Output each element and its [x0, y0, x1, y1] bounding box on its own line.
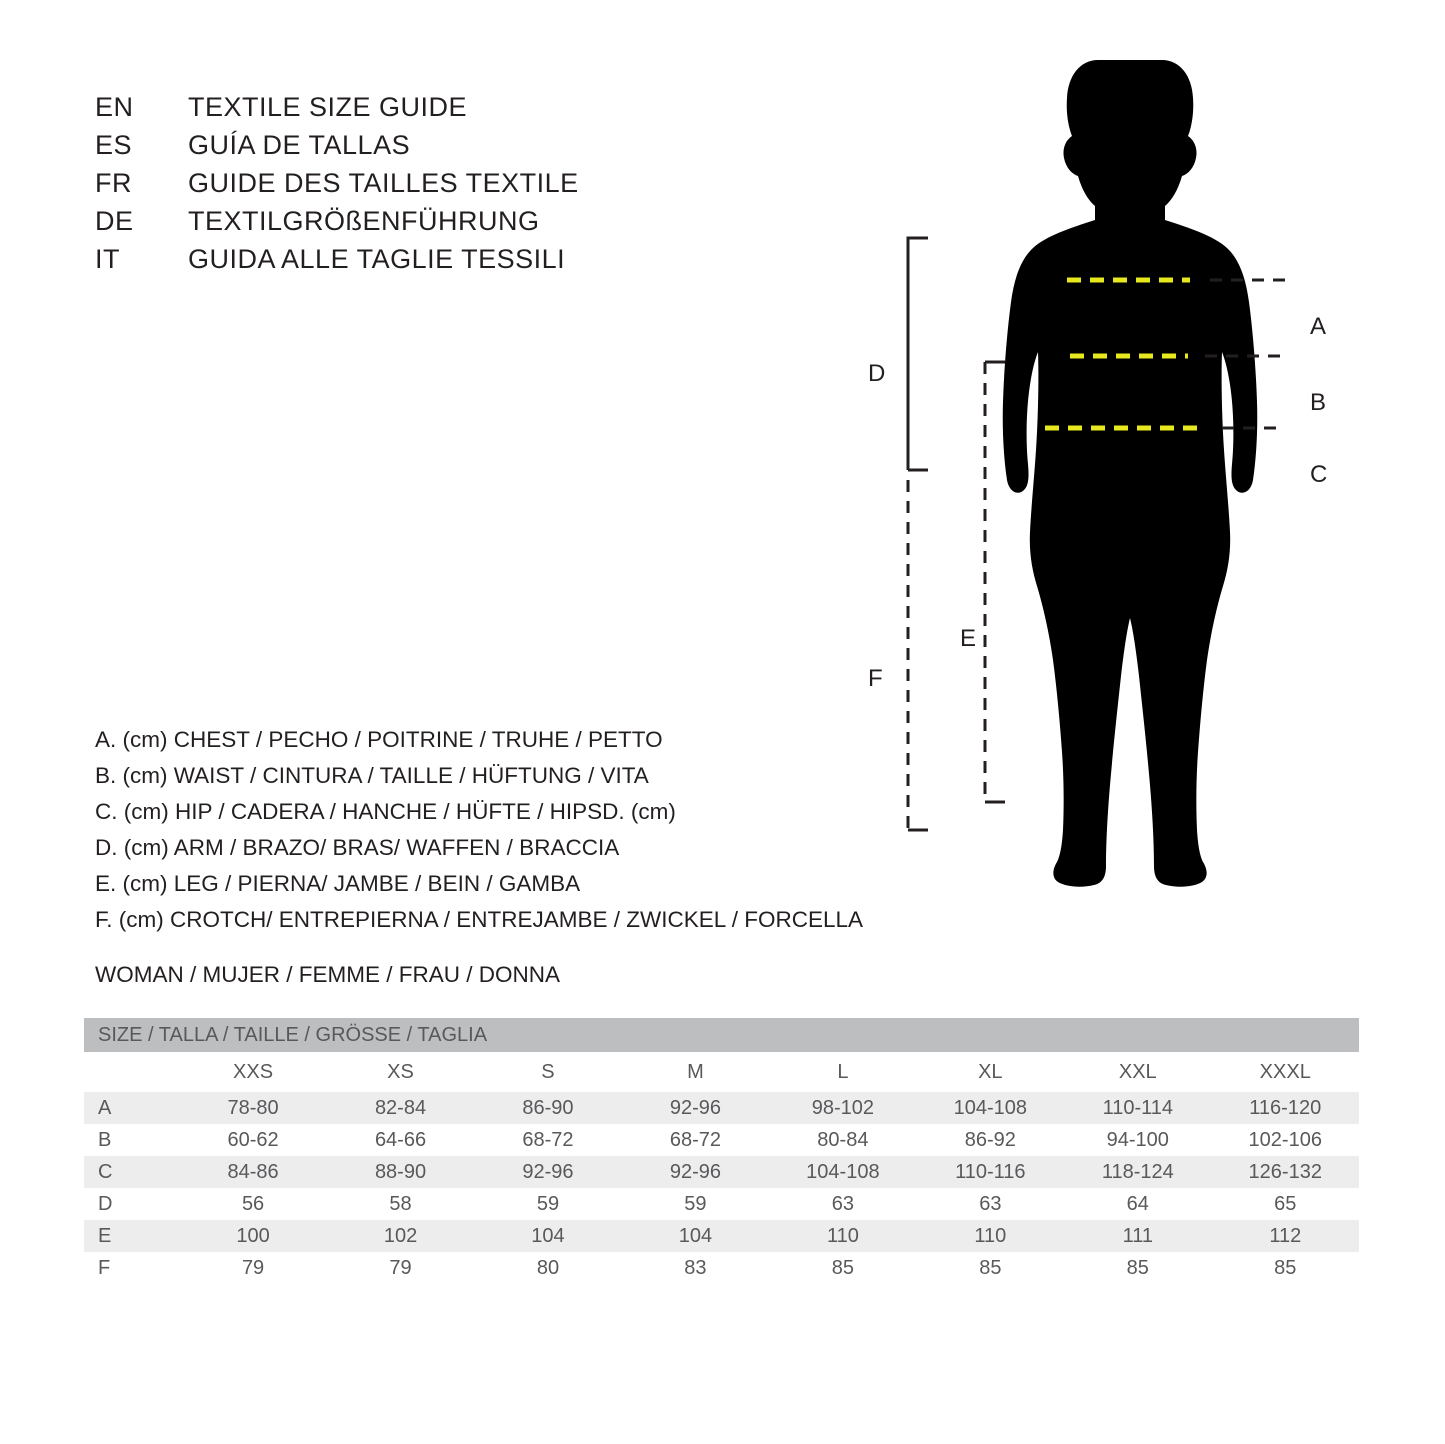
leg-bracket [985, 362, 1005, 802]
title-row-en [95, 92, 579, 130]
table-header-xs: XS [327, 1052, 474, 1092]
table-header-corner [84, 1052, 179, 1092]
title-text-fr: GUIDE DES TAILLES TEXTILE [188, 168, 579, 198]
arm-bracket [908, 238, 928, 470]
label-D: D [868, 360, 886, 387]
label-E: E [960, 625, 977, 652]
table-band-label: SIZE / TALLA / TAILLE / GRÖSSE / TAGLIA [84, 1018, 1359, 1052]
legend-item-e: E. (cm) LEG / PIERNA/ JAMBE / BEIN / GAMBA [95, 871, 581, 896]
crotch-bracket [908, 480, 928, 830]
cell-e-xs: 102 [327, 1220, 474, 1252]
gender-heading: WOMAN / MUJER / FEMME / FRAU / DONNA [95, 962, 560, 987]
table-header-xxs: XXS [179, 1052, 326, 1092]
cell-b-xs: 64-66 [327, 1124, 474, 1156]
cell-b-m: 68-72 [622, 1124, 769, 1156]
table-row [84, 1252, 1359, 1284]
title-lang-es: ES [95, 130, 133, 160]
cell-e-xxl: 111 [1064, 1220, 1211, 1252]
cell-e-xl: 110 [917, 1220, 1064, 1252]
cell-f-m: 83 [622, 1252, 769, 1284]
title-text-de: TEXTILGRÖßENFÜHRUNG [188, 206, 540, 236]
table-row [84, 1220, 1359, 1252]
cell-c-xl: 110-116 [917, 1156, 1064, 1188]
table-header-s: S [474, 1052, 621, 1092]
cell-c-s: 92-96 [474, 1156, 621, 1188]
cell-d-xl: 63 [917, 1188, 1064, 1220]
cell-a-xl: 104-108 [917, 1092, 1064, 1124]
row-label-c: C [84, 1156, 179, 1188]
legend-item-c: C. (cm) HIP / CADERA / HANCHE / HÜFTE / HIPSD. (cm) [95, 799, 676, 824]
title-row-es [95, 130, 579, 168]
title-lang-it: IT [95, 244, 120, 274]
cell-b-xl: 86-92 [917, 1124, 1064, 1156]
legend-item-f: F. (cm) CROTCH/ ENTREPIERNA / ENTREJAMBE / ZWICKEL / FORCELLA [95, 907, 863, 932]
row-label-d: D [84, 1188, 179, 1220]
cell-f-xs: 79 [327, 1252, 474, 1284]
title-text-it: GUIDA ALLE TAGLIE TESSILI [188, 244, 566, 274]
cell-a-xs: 82-84 [327, 1092, 474, 1124]
row-label-b: B [84, 1124, 179, 1156]
cell-c-l: 104-108 [769, 1156, 916, 1188]
cell-b-s: 68-72 [474, 1124, 621, 1156]
legend-item-a: A. (cm) CHEST / PECHO / POITRINE / TRUHE / PETTO [95, 727, 663, 752]
cell-a-xxl: 110-114 [1064, 1092, 1211, 1124]
table-header-row [84, 1052, 1359, 1092]
measurement-figure [830, 40, 1410, 920]
cell-f-xxl: 85 [1064, 1252, 1211, 1284]
row-label-f: F [84, 1252, 179, 1284]
table-header-xxl: XXL [1064, 1052, 1211, 1092]
row-label-e: E [84, 1220, 179, 1252]
title-row-fr [95, 168, 579, 206]
row-label-a: A [84, 1092, 179, 1124]
table-header-xl: XL [917, 1052, 1064, 1092]
cell-a-l: 98-102 [769, 1092, 916, 1124]
table-row [84, 1188, 1359, 1220]
cell-d-xxs: 56 [179, 1188, 326, 1220]
title-lang-fr: FR [95, 168, 132, 198]
label-F: F [868, 665, 883, 692]
table-row [84, 1124, 1359, 1156]
cell-c-xxl: 118-124 [1064, 1156, 1211, 1188]
cell-b-xxs: 60-62 [179, 1124, 326, 1156]
cell-f-xxxl: 85 [1212, 1252, 1359, 1284]
cell-f-s: 80 [474, 1252, 621, 1284]
cell-b-l: 80-84 [769, 1124, 916, 1156]
title-row-it [95, 244, 579, 282]
woman-silhouette [1003, 60, 1258, 887]
cell-e-xxxl: 112 [1212, 1220, 1359, 1252]
title-block [95, 92, 579, 282]
cell-c-m: 92-96 [622, 1156, 769, 1188]
cell-f-xl: 85 [917, 1252, 1064, 1284]
table-header-m: M [622, 1052, 769, 1092]
label-C: C [1310, 461, 1328, 488]
title-text-es: GUÍA DE TALLAS [188, 130, 411, 160]
cell-e-l: 110 [769, 1220, 916, 1252]
cell-b-xxl: 94-100 [1064, 1124, 1211, 1156]
cell-f-xxs: 79 [179, 1252, 326, 1284]
cell-c-xxxl: 126-132 [1212, 1156, 1359, 1188]
label-B: B [1310, 389, 1327, 416]
legend-item-d: D. (cm) ARM / BRAZO/ BRAS/ WAFFEN / BRACCIA [95, 835, 620, 860]
cell-d-m: 59 [622, 1188, 769, 1220]
cell-d-xxl: 64 [1064, 1188, 1211, 1220]
cell-b-xxxl: 102-106 [1212, 1124, 1359, 1156]
cell-d-s: 59 [474, 1188, 621, 1220]
cell-a-s: 86-90 [474, 1092, 621, 1124]
cell-e-m: 104 [622, 1220, 769, 1252]
measurement-legend [95, 722, 863, 938]
legend-item-b: B. (cm) WAIST / CINTURA / TAILLE / HÜFTUNG / VITA [95, 763, 649, 788]
table-header-l: L [769, 1052, 916, 1092]
cell-a-xxs: 78-80 [179, 1092, 326, 1124]
cell-d-xxxl: 65 [1212, 1188, 1359, 1220]
size-table [84, 1018, 1359, 1284]
title-lang-de: DE [95, 206, 134, 236]
label-A: A [1310, 313, 1327, 340]
cell-d-l: 63 [769, 1188, 916, 1220]
title-text-en: TEXTILE SIZE GUIDE [188, 92, 468, 122]
table-row [84, 1156, 1359, 1188]
cell-d-xs: 58 [327, 1188, 474, 1220]
title-lang-en: EN [95, 92, 134, 122]
table-row [84, 1092, 1359, 1124]
title-row-de [95, 206, 579, 244]
cell-e-xxs: 100 [179, 1220, 326, 1252]
cell-f-l: 85 [769, 1252, 916, 1284]
cell-c-xxs: 84-86 [179, 1156, 326, 1188]
cell-e-s: 104 [474, 1220, 621, 1252]
cell-a-m: 92-96 [622, 1092, 769, 1124]
cell-a-xxxl: 116-120 [1212, 1092, 1359, 1124]
table-band-row [84, 1018, 1359, 1052]
table-header-xxxl: XXXL [1212, 1052, 1359, 1092]
cell-c-xs: 88-90 [327, 1156, 474, 1188]
